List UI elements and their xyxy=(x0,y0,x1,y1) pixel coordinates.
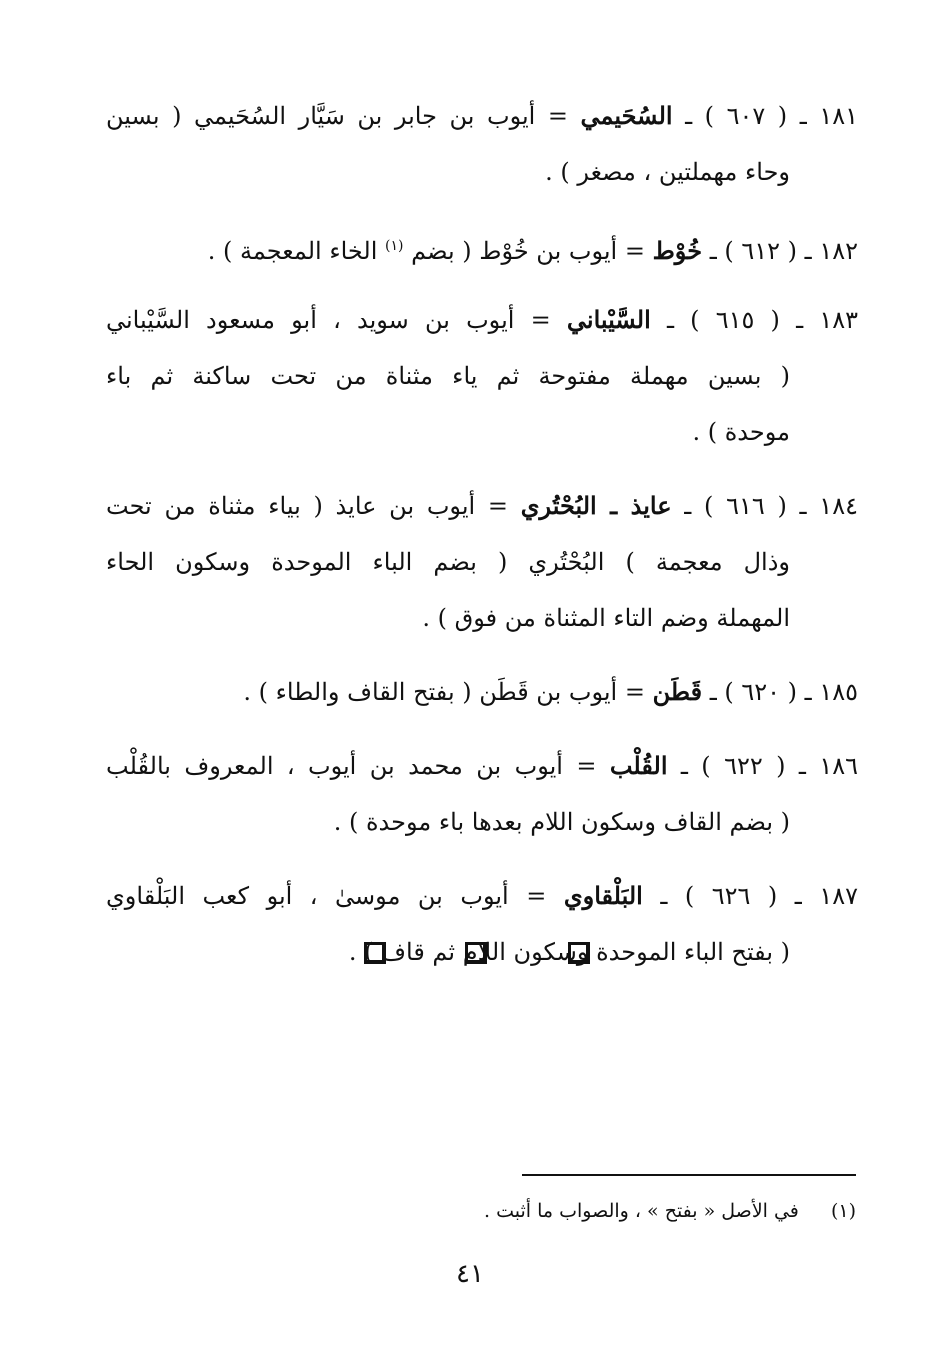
entry-number: ١٨١ ـ xyxy=(799,102,858,130)
entry-ref: ( ٦١٥ ) ـ xyxy=(666,306,780,334)
entry-name: السَّيْباني xyxy=(566,305,651,334)
entry-182 xyxy=(106,218,858,274)
entry-name: السُحَيمي xyxy=(580,101,673,130)
footnote xyxy=(436,1194,856,1228)
entry-number: ١٨٣ ـ xyxy=(796,306,858,334)
entry-186 xyxy=(106,738,858,850)
section-end-ornament xyxy=(0,942,940,972)
footnote-reference[interactable]: (١) xyxy=(385,238,404,254)
entry-text: = أيوب بن قَطَن ( بفتح القاف والطاء ) . xyxy=(243,678,645,706)
entry-text: = أيوب بن سويد ، أبو مسعود السَّيْباني xyxy=(106,306,551,334)
entry-ref: ( ٦٠٧ ) ـ xyxy=(685,102,788,130)
entry-line xyxy=(106,478,858,534)
entry-name: خُوْط xyxy=(652,236,703,265)
entry-name: قَطَن xyxy=(652,677,703,706)
entry-line xyxy=(106,292,858,348)
entry-text: = أيوب بن جابر بن سَيَّار السُحَيمي ( بسين xyxy=(106,102,568,130)
page-number: ٤١ xyxy=(456,1259,484,1289)
entry-text: الخاء المعجمة ) . xyxy=(207,237,378,265)
entry-ref: ( ٦١٢ ) ـ xyxy=(709,237,798,265)
entry-184 xyxy=(106,478,858,646)
entry-line xyxy=(106,88,858,144)
entry-line: ( بضم القاف وسكون اللام بعدها باء موحدة ) . xyxy=(333,808,790,836)
entry-name: عايذ ـ البُحْتُري xyxy=(520,491,672,520)
entry-line xyxy=(106,868,858,924)
entry-number: ١٨٤ ـ xyxy=(799,492,858,520)
entry-text: = أيوب بن عايذ ( بياء مثناة من تحت xyxy=(106,492,508,520)
footnote-divider xyxy=(522,1174,856,1176)
entry-185 xyxy=(106,664,858,720)
entry-line: المهملة وضم التاء المثناة من فوق ) . xyxy=(422,604,790,632)
entry-line: موحدة ) . xyxy=(692,418,790,446)
entry-ref: ( ٦٢٠ ) ـ xyxy=(709,678,798,706)
entry-line: وذال معجمة ) البُحْتُري ( بضم الباء الموحدة وسكون الحاء xyxy=(106,548,790,576)
square-ornament-icon xyxy=(465,942,487,964)
entry-181 xyxy=(106,88,858,200)
entry-number: ١٨٢ ـ xyxy=(804,237,858,265)
entry-name: البَلْقاوي xyxy=(563,881,643,910)
entry-line: ( بسين مهملة مفتوحة ثم ياء مثناة من تحت ساكنة ثم باء xyxy=(106,362,790,390)
entry-name: القُلْب xyxy=(609,751,668,780)
entries-list xyxy=(106,88,858,998)
entry-183 xyxy=(106,292,858,460)
square-ornament-icon xyxy=(568,942,590,964)
entry-line: وحاء مهملتين ، مصغر ) . xyxy=(545,158,790,186)
footnote-text: في الأصل « بفتح » ، والصواب ما أثبت . xyxy=(484,1200,799,1222)
entry-number: ١٨٦ ـ xyxy=(798,752,858,780)
entry-number: ١٨٥ ـ xyxy=(804,678,858,706)
entry-number: ١٨٧ ـ xyxy=(794,882,858,910)
footnote-mark: (١) xyxy=(830,1200,856,1222)
entry-ref: ( ٦١٦ ) ـ xyxy=(684,492,787,520)
square-ornament-icon xyxy=(364,942,386,964)
entry-text: = أيوب بن محمد بن أيوب ، المعروف بالقُلْب xyxy=(106,752,597,780)
entry-ref: ( ٦٢٢ ) ـ xyxy=(680,752,786,780)
entry-line xyxy=(106,664,858,720)
entry-ref: ( ٦٢٦ ) ـ xyxy=(660,882,778,910)
entry-line xyxy=(106,218,858,274)
entry-text: = أيوب بن خُوْط ( بضم xyxy=(411,237,645,265)
entry-text: = أيوب بن موسىٰ ، أبو كعب البَلْقاوي xyxy=(106,882,547,910)
entry-line: ( بفتح الباء الموحدة وسكون اللام ثم قاف ) . xyxy=(348,938,790,966)
entry-line xyxy=(106,738,858,794)
